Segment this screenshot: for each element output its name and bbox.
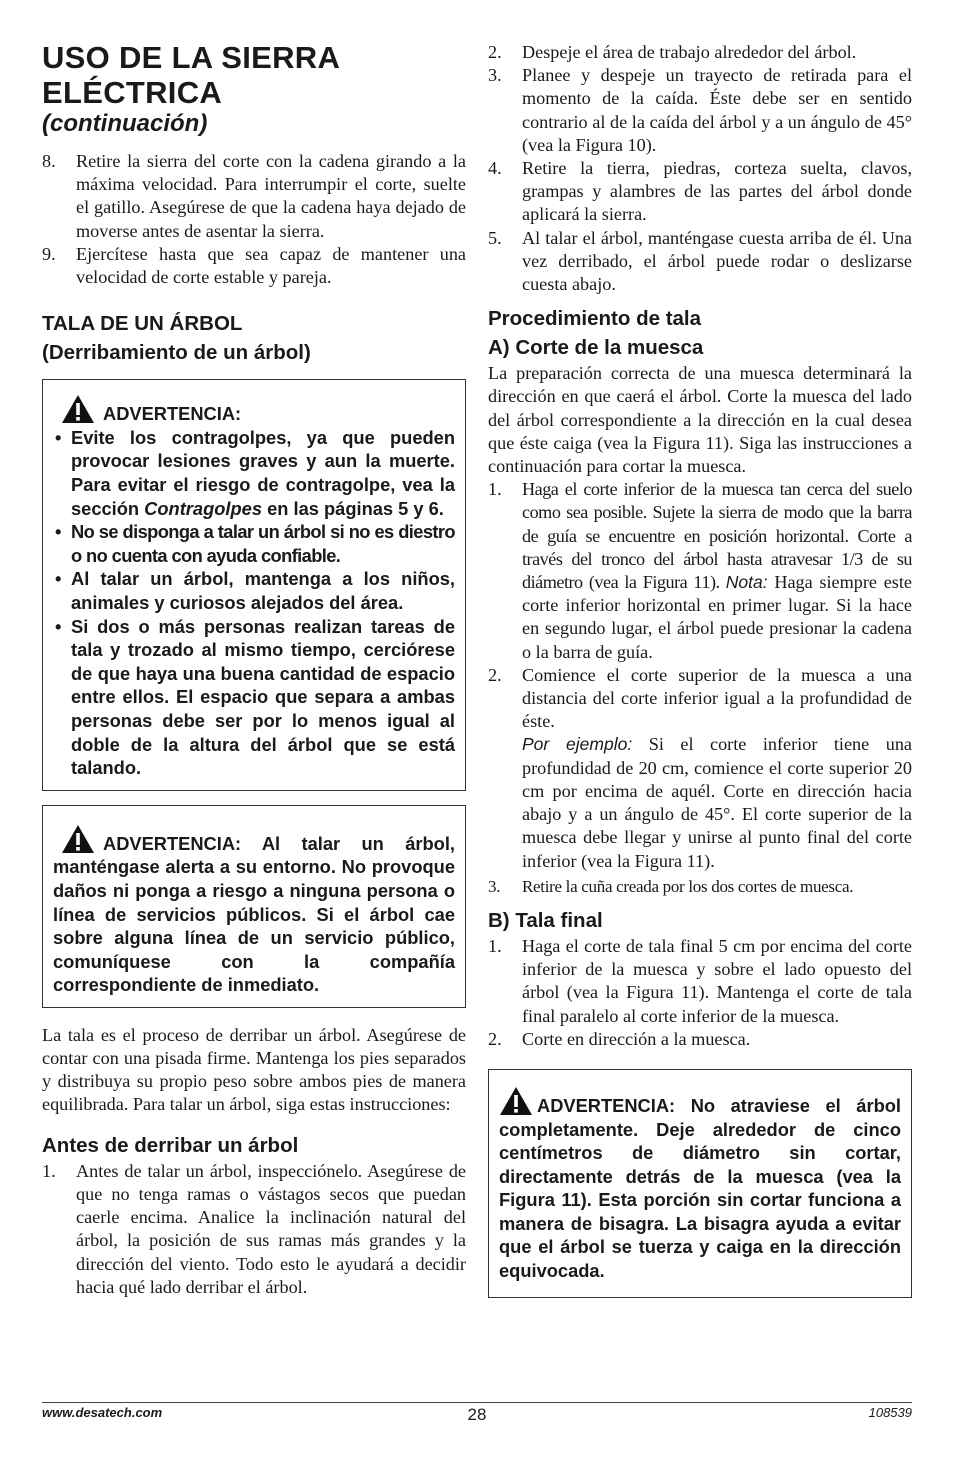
warning-triangle-icon <box>499 1086 533 1116</box>
warning-bullet: • Al talar un árbol, mantenga a los niños, animales y curiosos alejados del área. <box>55 568 455 613</box>
list-number: 4. <box>488 158 502 179</box>
list-text: Corte en dirección a la muesca. <box>522 1028 751 1049</box>
list-item <box>488 1028 912 1051</box>
warning-triangle-icon <box>61 824 95 854</box>
muesca-list <box>488 478 912 898</box>
page-footer <box>42 1402 912 1423</box>
list-item <box>488 935 912 1028</box>
warning-text: No se disponga a talar un árbol si no es diestro o no cuenta con ayuda confiable. <box>71 521 455 566</box>
list-item <box>42 150 466 243</box>
left-column <box>42 40 466 1299</box>
warning-emphasis: Contragolpes <box>144 497 262 519</box>
page-title <box>42 40 466 110</box>
heading-muesca: A) Corte de la muesca <box>488 336 704 360</box>
list-number: 9. <box>42 243 56 264</box>
page-subtitle: (continuación) <box>42 110 208 137</box>
intro-paragraph: La tala es el proceso de derribar un árbol. Asegúrese de contar con una pisada firme. Mantenga los pies separados y distribuya su propio peso sobre ambos pies de manera equilibrada. Para talar un árbol, siga estas instrucciones: <box>42 1024 466 1115</box>
list-text: Retire la cuña creada por los dos cortes de muesca. <box>522 876 854 896</box>
title-line-1: USO DE LA SIERRA <box>42 40 341 75</box>
warning-text: ADVERTENCIA: Al talar un árbol, manténgase alerta a su entorno. No provoque daños ni ponga a riesgo a ninguna persona o línea de servicios públicos. Si el árbol cae sobre alguna línea de un servicio público, comuníquese con la compañía correspondiente de inmediato. <box>53 832 455 996</box>
section-heading-tala <box>42 309 466 367</box>
warning-bullet: • Evite los contragolpes, ya que pueden provocar lesiones graves y aun la muerte. Para evitar el riesgo de contragolpe, vea la sección Contragolpes en las páginas 5 y 6. <box>55 426 455 519</box>
list-item <box>488 664 912 873</box>
heading-procedimiento: Procedimiento de tala <box>488 307 702 331</box>
list-text: Retire la tierra, piedras, corteza suelta, clavos, grampas y alambres de las partes del árbol donde aplicará la sierra. <box>522 158 912 225</box>
list-number: 3. <box>488 65 502 86</box>
warning-label: ADVERTENCIA: <box>103 403 242 425</box>
list-number: 2. <box>488 1028 502 1049</box>
list-number: 3. <box>488 876 501 896</box>
list-number: 5. <box>488 227 502 248</box>
heading-antes: Antes de derribar un árbol <box>42 1133 299 1157</box>
warning-text: ADVERTENCIA: No atraviese el árbol completamente. Deje alrededor de cinco centímetros de diámetro sin cortar, directamente detrás de la muesca (vea la Figura 11). Esta porción sin cortar funciona a manera de bisagra. La bisagra ayuda a evitar que el árbol se tuerza y caiga en la dirección equivocada. <box>499 1094 901 1282</box>
list-text: Despeje el área de trabajo alrededor del árbol. <box>522 42 857 62</box>
list-number: 1. <box>488 935 502 956</box>
warning-box-3 <box>488 1069 912 1298</box>
warning-box-2 <box>42 805 466 1008</box>
list-text: Planee y despeje un trayecto de retirada para el momento de la caída. Éste debe ser en sentido contrario al de la caída del árbol y a un ángulo de 45° (vea la Figura 10). <box>522 65 912 155</box>
warning-triangle-icon <box>61 394 95 424</box>
antes-list-continued <box>488 41 912 296</box>
antes-list <box>42 1160 466 1299</box>
list-number: 2. <box>488 664 502 685</box>
steps-list-top <box>42 150 466 289</box>
final-list <box>488 935 912 1051</box>
list-text: Retire la sierra del corte con la cadena girando a la máxima velocidad. Para interrumpir el corte, suelte el gatillo. Asegúrese de que la cadena haya dejado de moverse antes de asentar la sierra. <box>76 151 466 241</box>
list-number: 1. <box>488 479 502 500</box>
heading-tala-2: (Derribamiento de un árbol) <box>42 341 311 365</box>
list-text: Al talar el árbol, manténgase cuesta arriba de él. Una vez derribado, el árbol puede rodar o deslizarse cuesta abajo. <box>522 227 912 295</box>
warning-text: en las páginas 5 y 6. <box>262 497 444 519</box>
title-line-2: ELÉCTRICA <box>42 75 223 110</box>
note-label: Nota: <box>725 572 768 593</box>
list-number: 1. <box>42 1160 56 1181</box>
footer-website: www.desatech.com <box>42 1405 163 1420</box>
list-item <box>488 41 912 64</box>
list-item <box>488 227 912 297</box>
list-text: Antes de talar un árbol, inspecciónelo. Asegúrese de que no tenga ramas o vástagos secos que puedan caerle encima. Analice la inclinación natural del árbol, la posición de sus ramas más grandes y la dirección del viento. Todo esto le ayudará a decidir hacia qué lado derribar el árbol. <box>76 1160 466 1297</box>
heading-tala-1: TALA DE UN ÁRBOL <box>42 312 243 336</box>
warning-text: Al talar un árbol, mantenga a los niños, animales y curiosos alejados del área. <box>71 568 455 613</box>
page-number: 28 <box>467 1405 487 1424</box>
list-item <box>42 1160 466 1299</box>
list-item <box>488 875 912 898</box>
list-text: Haga el corte inferior de la muesca tan cerca del suelo como sea posible. Sujete la sierra de modo que la barra de guía se encuentre en posición horizontal. Corte a través del tronco del árbol hasta atravesar 1/3 de su diámetro (vea la Figura 11). <box>522 479 912 593</box>
list-number: 8. <box>42 151 56 171</box>
warning-text: Evite los contragolpes, ya que pueden provocar lesiones graves y aun la muerte. Para evitar el riesgo de contragolpe, vea la sección <box>71 426 455 519</box>
list-text: Ejercítese hasta que sea capaz de mantener una velocidad de corte estable y pareja. <box>76 243 466 288</box>
list-number: 2. <box>488 42 502 62</box>
warning-text: Si dos o más personas realizan tareas de tala y trozado al mismo tiempo, cerciórese de que haya una buena cantidad de espacio entre ellos. El espacio que separa a ambas personas debe ser por lo menos igual al doble de la altura del árbol que se está talando. <box>71 615 455 779</box>
list-item <box>42 243 466 289</box>
list-item <box>488 157 912 227</box>
heading-final: B) Tala final <box>488 908 603 932</box>
list-text: Haga el corte de tala final 5 cm por encima del corte inferior de la muesca y sobre el lado opuesto del árbol (vea la Figura 11). Mantenga el corte de tala final paralelo al corte inferior de la muesca. <box>522 935 912 1026</box>
list-item <box>488 478 912 664</box>
warning-label-row <box>61 394 455 426</box>
document-number: 108539 <box>868 1405 912 1420</box>
warning-bullet: • No se disponga a talar un árbol si no es diestro o no cuenta con ayuda confiable. <box>55 521 455 566</box>
muesca-intro: La preparación correcta de una muesca determinará la dirección en que caerá el árbol. Corte la muesca del lado del árbol correspondiente a la dirección en la cual desea que éste caiga (vea la Figura 11). Siga las instrucciones a continuación para cortar la muesca. <box>488 363 912 477</box>
right-column <box>488 41 912 1298</box>
list-text: Haga siempre este corte inferior horizontal en primer lugar. Si la hace en segundo lugar, el árbol puede presionar la cadena o la barra de guía. <box>522 572 912 662</box>
list-text: Comience el corte superior de la muesca a una distancia del corte inferior igual a la profundidad de éste. <box>522 664 912 732</box>
example-label: Por ejemplo: <box>522 734 633 755</box>
warning-box-1 <box>42 379 466 791</box>
warning-bullet: • Si dos o más personas realizan tareas de tala y trozado al mismo tiempo, cerciórese de que haya una buena cantidad de espacio entre ellos. El espacio que separa a ambas personas debe ser por lo menos igual al doble de la altura del árbol que se está talando. <box>55 615 455 779</box>
list-text: Si el corte inferior tiene una profundidad de 20 cm, comience el corte superior 20 cm por encima de aquél. Corte en dirección hacia abajo y a un ángulo de 45°. El corte superior de la muesca debe llegar y unirse al punto final del corte inferior (vea la Figura 11). <box>522 734 912 871</box>
list-item <box>488 64 912 157</box>
